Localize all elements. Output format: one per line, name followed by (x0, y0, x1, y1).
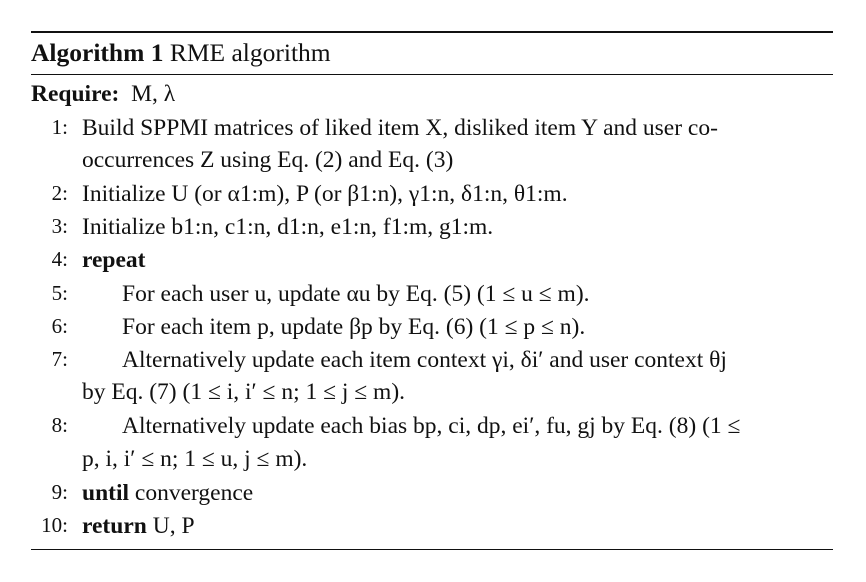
step-text: For each user u, update αu by Eq. (5) (1 ≤ u ≤ m). (122, 281, 590, 307)
algorithm-caption (31, 40, 331, 66)
step-text: Build SPPMI matrices of liked item X, disliked item Y and user co- (82, 115, 718, 141)
step-text: until convergence (82, 480, 254, 506)
step-text: For each item p, update βp by Eq. (6) (1 ≤ p ≤ n). (122, 314, 586, 340)
step-number: 10: (41, 513, 68, 537)
step-text: return U, P (82, 513, 195, 539)
step-text: occurrences Z using Eq. (2) and Eq. (3) (82, 147, 454, 173)
require-label: Require: (31, 81, 120, 107)
step-number: 3: (51, 214, 68, 238)
step-keyword: return (82, 513, 147, 539)
step-text: by Eq. (7) (1 ≤ i, i′ ≤ n; 1 ≤ j ≤ m). (82, 379, 406, 405)
bottom-rule (31, 549, 833, 550)
step-number: 1: (51, 115, 68, 139)
caption-rule (31, 74, 833, 75)
algorithm-title: RME algorithm (169, 38, 331, 67)
step-number: 7: (51, 347, 68, 371)
require-value: M, λ (131, 81, 176, 107)
step-number: 4: (51, 247, 68, 271)
step-text: p, i, i′ ≤ n; 1 ≤ u, j ≤ m). (82, 446, 308, 472)
step-keyword-repeat: repeat (82, 247, 146, 273)
require-line (31, 83, 175, 107)
step-number: 6: (51, 314, 68, 338)
step-keyword: until (82, 480, 130, 506)
step-text: Alternatively update each bias bp, ci, dp, ei′, fu, gj by Eq. (8) (1 ≤ (122, 413, 741, 439)
step-number: 8: (51, 413, 68, 437)
step-text: Initialize b1:n, c1:n, d1:n, e1:n, f1:m, g1:m. (82, 214, 494, 240)
top-rule (31, 31, 833, 33)
step-text: Alternatively update each item context γi, δi′ and user context θj (122, 347, 727, 373)
step-text: Initialize U (or α1:m), P (or β1:n), γ1:n, δ1:n, θ1:m. (82, 181, 568, 207)
algorithm-label: Algorithm 1 (31, 38, 164, 67)
step-number: 2: (51, 181, 68, 205)
step-number: 9: (51, 480, 68, 504)
step-number: 5: (51, 281, 68, 305)
